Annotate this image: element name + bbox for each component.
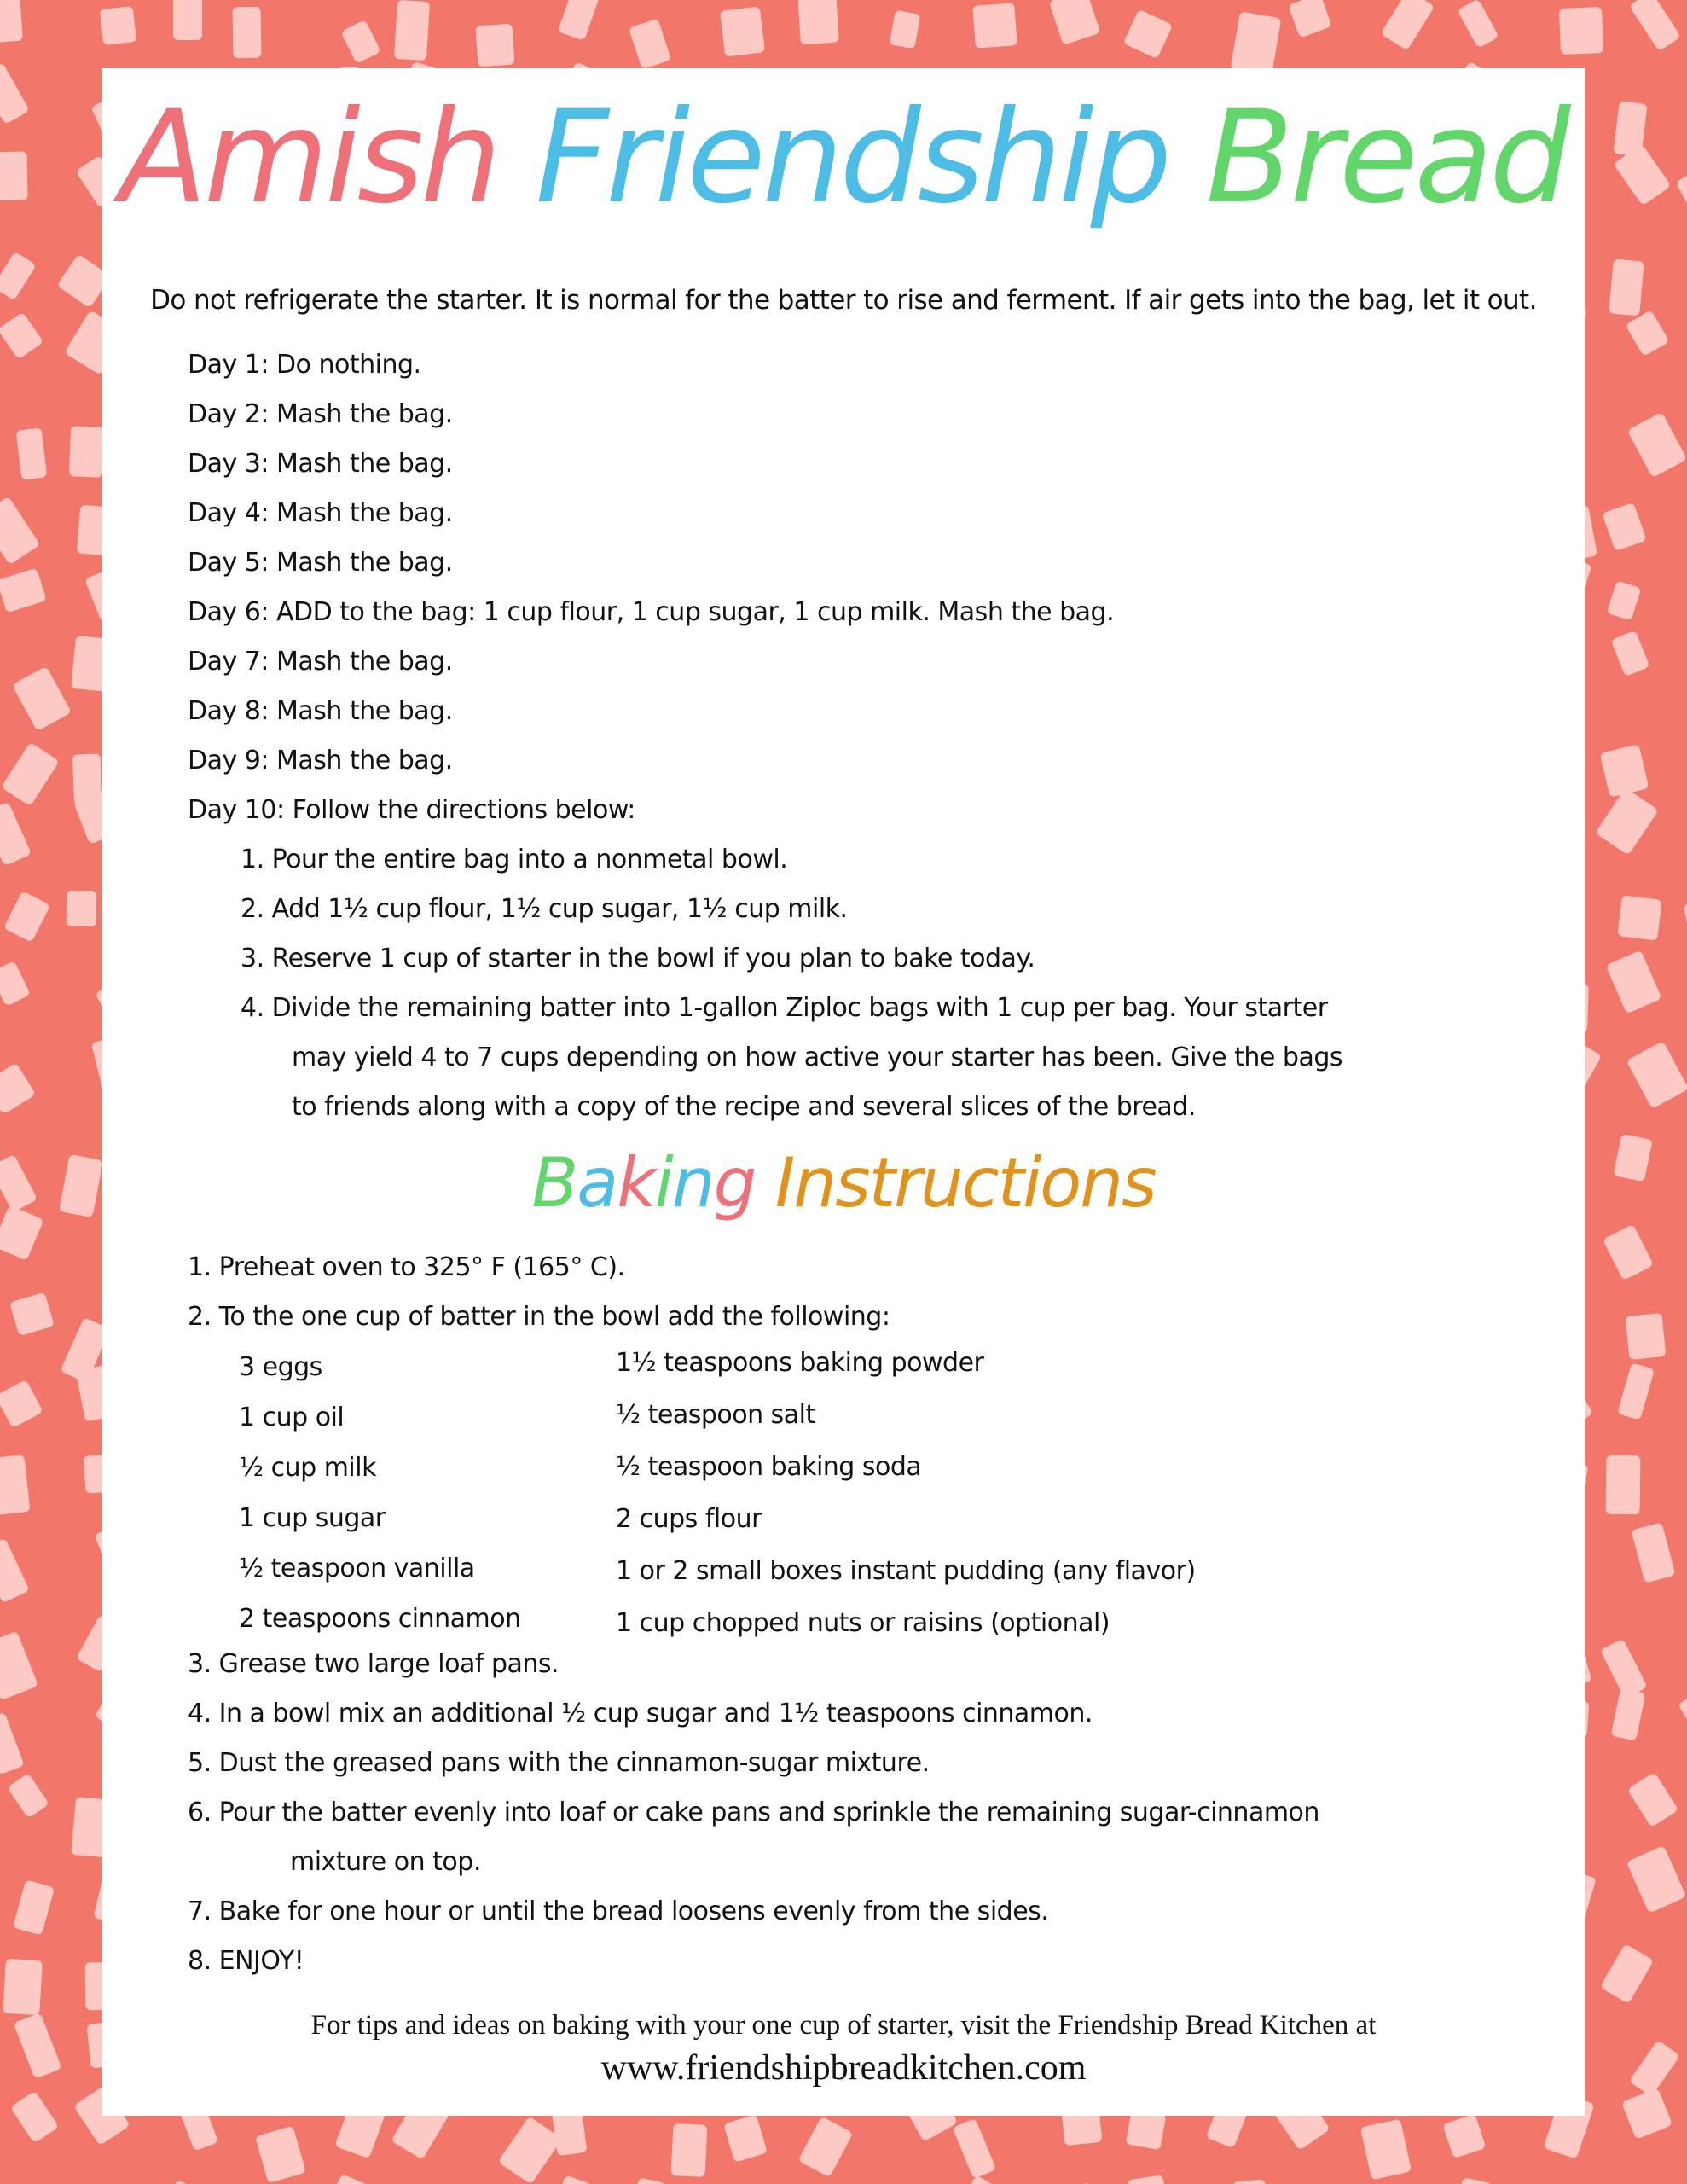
pattern-blob (3, 1958, 43, 2015)
pattern-blob (554, 2175, 594, 2184)
pattern-blob (1626, 1313, 1667, 1360)
pattern-blob (0, 311, 43, 359)
pattern-blob (1559, 7, 1603, 55)
pattern-blob (1626, 310, 1670, 357)
heading-letter: n (671, 1143, 714, 1223)
baking-step: 6. Pour the batter evenly into loaf or cake pans and sprinkle the remaining sugar-cinnamon (188, 1798, 1319, 1827)
day-instruction: Day 7: Mash the bag. (188, 647, 453, 677)
day10-step: 4. Divide the remaining batter into 1-gallon Ziploc bags with 1 cup per bag. Your starter (241, 993, 1328, 1023)
heading-letter: B (531, 1143, 577, 1223)
ingredient-item: ½ cup milk (239, 1453, 376, 1483)
pattern-blob (340, 20, 380, 64)
day10-step: 1. Pour the entire bag into a nonmetal bowl. (241, 845, 788, 874)
pattern-blob (1626, 1041, 1687, 1109)
day-instruction: Day 10: Follow the directions below: (188, 795, 635, 825)
pattern-blob (0, 497, 40, 565)
pattern-blob (1603, 1224, 1654, 1281)
pattern-blob (557, 0, 600, 41)
day10-step: 3. Reserve 1 cup of starter in the bowl if you plan to bake today. (241, 944, 1035, 973)
pattern-blob (320, 2174, 380, 2184)
pattern-blob (475, 24, 514, 67)
pattern-blob (629, 19, 671, 69)
pattern-blob (1602, 502, 1647, 550)
day-instruction: Day 8: Mash the bag. (188, 696, 453, 726)
heading-letter: k (617, 1143, 655, 1223)
pattern-blob (255, 2126, 306, 2183)
pattern-blob (69, 427, 104, 478)
pattern-blob (1128, 2175, 1171, 2184)
pattern-blob (670, 2123, 707, 2177)
pattern-blob (1381, 0, 1435, 50)
pattern-blob (1122, 9, 1173, 60)
pattern-blob (67, 890, 96, 926)
pattern-blob (720, 6, 766, 56)
pattern-blob (797, 0, 838, 44)
ingredient-item: ½ teaspoon baking soda (616, 1452, 922, 1482)
ingredient-item: 1 cup chopped nuts or raisins (optional) (616, 1608, 1110, 1638)
pattern-blob (1629, 0, 1681, 51)
ingredient-item: 2 teaspoons cinnamon (239, 1604, 521, 1634)
pattern-blob (0, 568, 47, 613)
pattern-blob (0, 1380, 43, 1428)
pattern-blob (394, 0, 430, 61)
pattern-blob (498, 2116, 562, 2184)
ingredient-item: 1 or 2 small boxes instant pudding (any flavor) (616, 1556, 1196, 1586)
pattern-blob (1627, 1772, 1678, 1827)
pattern-blob (1606, 1455, 1641, 1514)
pattern-blob (1458, 0, 1499, 48)
pattern-blob (1611, 1688, 1646, 1741)
pattern-blob (953, 2118, 997, 2179)
day-instruction: Day 5: Mash the bag. (188, 548, 453, 578)
baking-step: 3. Grease two large loaf pans. (188, 1649, 559, 1679)
pattern-blob (10, 2090, 60, 2143)
baking-instructions-heading (0, 1143, 1687, 1223)
pattern-blob (12, 666, 72, 732)
title-word-amish: Amish (119, 84, 498, 232)
pattern-blob (1442, 2114, 1486, 2158)
page-title (0, 84, 1687, 232)
baking-step: mixture on top. (290, 1847, 481, 1877)
day-instruction: Day 4: Mash the bag. (188, 498, 453, 528)
baking-step: 5. Dust the greased pans with the cinnamon-sugar mixture. (188, 1748, 930, 1778)
ingredient-item: ½ teaspoon salt (616, 1400, 815, 1430)
ingredient-item: 3 eggs (239, 1352, 322, 1382)
day-instruction: Day 3: Mash the bag. (188, 449, 453, 479)
pattern-blob (3, 892, 50, 944)
pattern-blob (797, 2116, 853, 2177)
pattern-blob (0, 1538, 30, 1603)
pattern-blob (0, 1063, 37, 1115)
pattern-blob (0, 1454, 30, 1514)
ingredient-item: ½ teaspoon vanilla (239, 1554, 475, 1583)
pattern-blob (1626, 1845, 1686, 1913)
pattern-blob (1678, 1685, 1687, 1740)
title-word-friendship: Friendship (535, 84, 1168, 232)
baking-step: 1. Preheat oven to 325° F (165° C). (188, 1252, 625, 1282)
pattern-blob (9, 1292, 55, 1336)
day10-step: to friends along with a copy of the recipe and several slices of the bread. (292, 1092, 1196, 1122)
pattern-blob (1049, 0, 1101, 45)
day-instruction: Day 9: Mash the bag. (188, 746, 453, 775)
baking-step: 7. Bake for one hour or until the bread loosens evenly from the sides. (188, 1896, 1049, 1926)
ingredient-item: 1 cup sugar (239, 1503, 386, 1533)
pattern-blob (628, 2178, 666, 2184)
pattern-blob (7, 1773, 49, 1818)
footer-text: For tips and ideas on baking with your one cup of starter, visit the Friendship Bread Kitchen at (310, 2010, 1377, 2041)
pattern-blob (1617, 895, 1662, 941)
pattern-blob (724, 2114, 768, 2162)
pattern-blob (1, 742, 60, 806)
heading-letter: a (577, 1143, 617, 1223)
ingredient-item: 1 cup oil (239, 1403, 345, 1432)
pattern-blob (0, 961, 31, 1008)
heading-letter: i (654, 1143, 672, 1223)
heading-word-instructions: Instructions (774, 1143, 1156, 1223)
day-instruction: Day 1: Do nothing. (188, 350, 421, 380)
pattern-blob (1627, 412, 1687, 478)
footer-url-link[interactable]: www.friendshipbreadkitchen.com (600, 2048, 1087, 2088)
pattern-blob (13, 1879, 55, 1936)
pattern-blob (0, 1712, 25, 1775)
pattern-blob (161, 2180, 200, 2184)
pattern-blob (1684, 900, 1687, 953)
baking-step: 8. ENJOY! (188, 1946, 304, 1976)
pattern-blob (1600, 1943, 1654, 2003)
pattern-blob (972, 3, 1017, 48)
pattern-blob (1606, 580, 1641, 621)
pattern-blob (100, 6, 136, 45)
pattern-blob (889, 10, 920, 49)
pattern-blob (1232, 2179, 1269, 2184)
day10-step: 2. Add 1½ cup flour, 1½ cup sugar, 1½ cup milk. (241, 894, 848, 924)
pattern-blob (1360, 2119, 1412, 2180)
day-instruction: Day 2: Mash the bag. (188, 399, 453, 429)
pattern-blob (1288, 0, 1332, 38)
pattern-blob (173, 0, 202, 40)
pattern-blob (1606, 950, 1662, 1014)
pattern-blob (1596, 787, 1660, 855)
heading-letter: g (713, 1143, 756, 1223)
pattern-blob (0, 1631, 38, 1701)
pattern-blob (232, 7, 261, 59)
pattern-blob (1631, 1522, 1675, 1583)
pattern-blob (1451, 2177, 1492, 2184)
pattern-blob (1621, 2088, 1673, 2139)
pattern-blob (16, 427, 47, 479)
baking-step: 4. In a bowl mix an additional ½ cup sugar and 1½ teaspoons cinnamon. (188, 1699, 1093, 1728)
ingredient-item: 1½ teaspoons baking powder (616, 1348, 984, 1378)
day-instruction: Day 6: ADD to the bag: 1 cup flour, 1 cup sugar, 1 cup milk. Mash the bag. (188, 597, 1115, 627)
pattern-blob (0, 0, 22, 43)
pattern-blob (1610, 630, 1649, 677)
pattern-blob (1231, 12, 1282, 76)
day10-step: may yield 4 to 7 cups depending on how active your starter has been. Give the bags (292, 1043, 1343, 1072)
pattern-blob (1617, 1363, 1655, 1421)
title-word-bread: Bread (1205, 84, 1568, 232)
ingredient-item: 2 cups flour (616, 1504, 762, 1534)
baking-step: 2. To the one cup of batter in the bowl add the following: (188, 1302, 890, 1332)
intro-note: Do not refrigerate the starter. It is normal for the batter to rise and ferment. If air gets into the bag, let it out. (150, 285, 1537, 316)
pattern-blob (0, 802, 32, 867)
